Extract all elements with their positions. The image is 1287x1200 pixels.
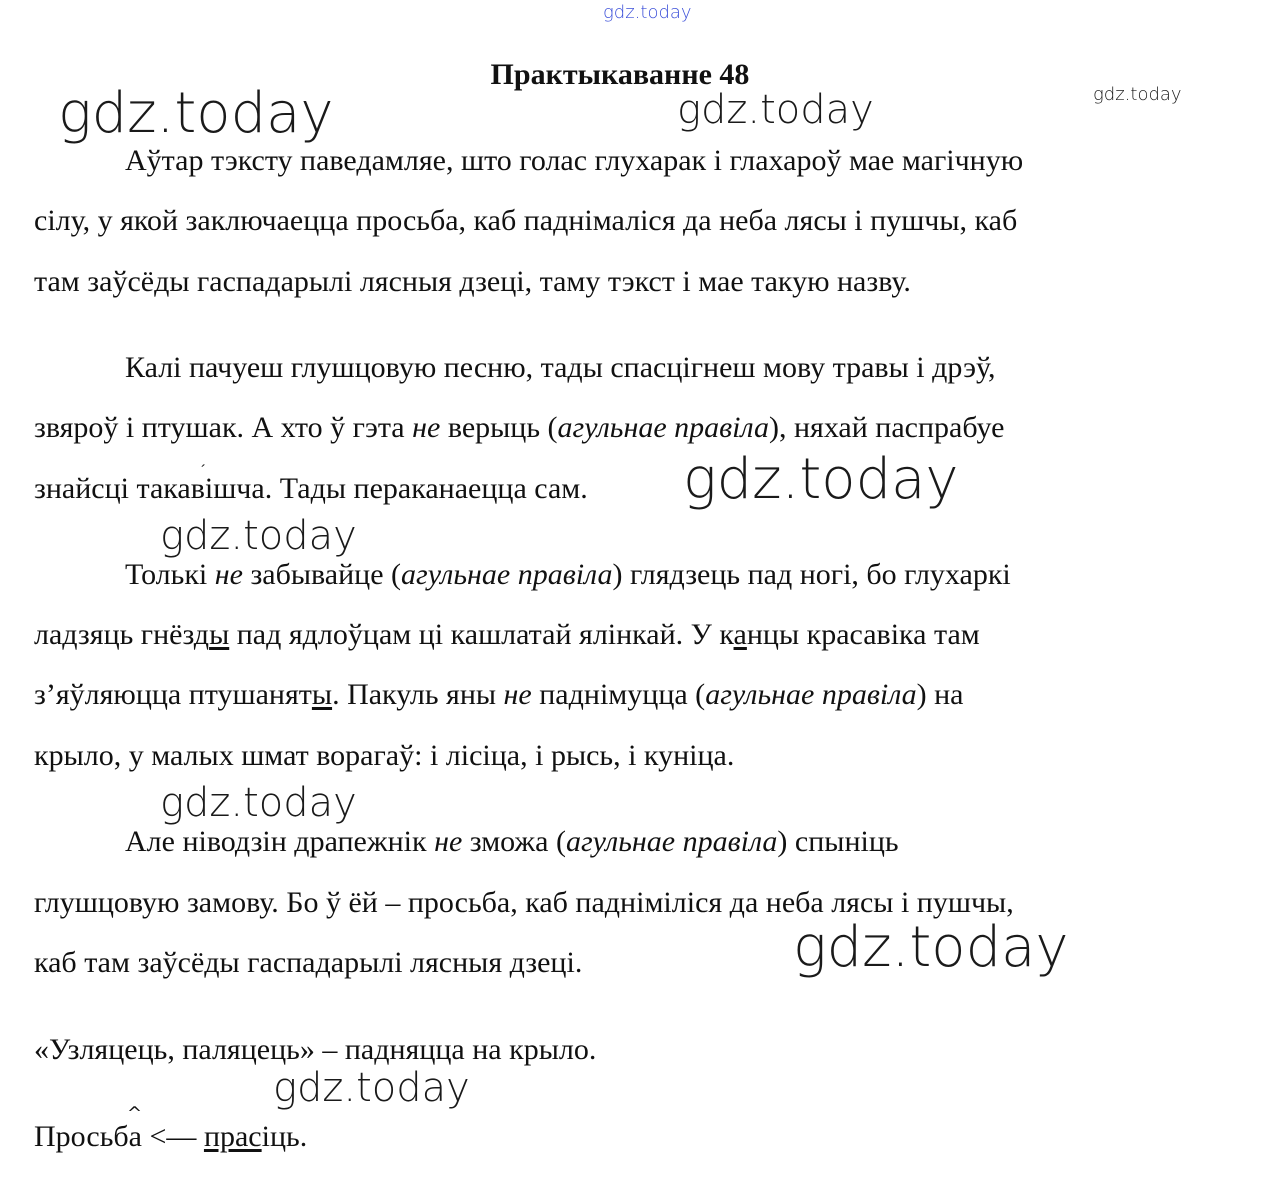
watermark: gdz.today	[793, 915, 1069, 980]
paragraph-3-line-1: Толькі не забывайце (агульнае правіла) глядзець пад ногі, бо глухаркі	[125, 558, 1011, 591]
paragraph-1-line-2: сілу, у якой заключаецца просьба, каб паднімаліся да неба лясы і пушчы, каб	[34, 204, 1018, 237]
paragraph-1-line-3: там заўсёды гаспадарылі лясныя дзеці, таму тэкст і мае такую назву.	[34, 265, 911, 298]
paragraph-2-line-3: знайсці такавішча. Тады пераканаецца сам.	[34, 472, 588, 505]
word-analysis-line: Просьба <— прасіць.	[34, 1120, 308, 1153]
paragraph-4-line-2: глушцовую замову. Бо ў ёй – просьба, каб падніміліся да неба лясы і пушчы,	[34, 886, 1014, 919]
phrase-line: «Узляцець, паляцець» – падняцца на крыло.	[34, 1033, 597, 1066]
watermark: gdz.today	[677, 87, 874, 133]
paragraph-1-line-1: Аўтар тэксту паведамляе, што голас глухарак і глахароў мае магічную	[125, 144, 1024, 177]
watermark: gdz.today	[273, 1065, 470, 1111]
watermark: gdz.today	[160, 780, 357, 826]
paragraph-3-line-4: крыло, у малых шмат ворагаў: і лісіца, і рысь, і куніца.	[34, 739, 735, 772]
paragraph-4-line-1: Але ніводзін драпежнік не зможа (агульнае правіла) спыніць	[125, 825, 899, 858]
paragraph-2-line-1: Калі пачуеш глушцовую песню, тады спасцігнеш мову травы і дрэў,	[125, 351, 996, 384]
paragraph-4-line-3: каб там заўсёды гаспадарылі лясныя дзеці.	[34, 946, 583, 979]
root-underline: прас	[203, 1120, 262, 1153]
ne-particle: не	[412, 411, 441, 444]
watermark: gdz.today	[1093, 84, 1182, 105]
page-title: Практыкаванне 48	[490, 58, 750, 91]
watermark: gdz.today	[683, 447, 959, 512]
rule-note: агульнае правіла	[557, 411, 769, 444]
suffix-mark-icon: ^	[127, 1103, 143, 1124]
watermark: gdz.today	[58, 81, 334, 146]
paragraph-3-line-3: з’яўляюцца птушаняты. Пакуль яны не паднімуцца (агульнае правіла) на	[34, 678, 964, 711]
paragraph-3-line-2: ладзяць гнёзды пад ядлоўцам ці кашлатай ялінкай. У канцы красавіка там	[34, 618, 980, 651]
watermark: gdz.today	[160, 513, 357, 559]
watermark-top: gdz.today	[603, 2, 692, 23]
paragraph-2-line-2: звяроў і птушак. А хто ў гэта не верыць (агульнае правіла), няхай паспрабуе	[34, 411, 1005, 444]
